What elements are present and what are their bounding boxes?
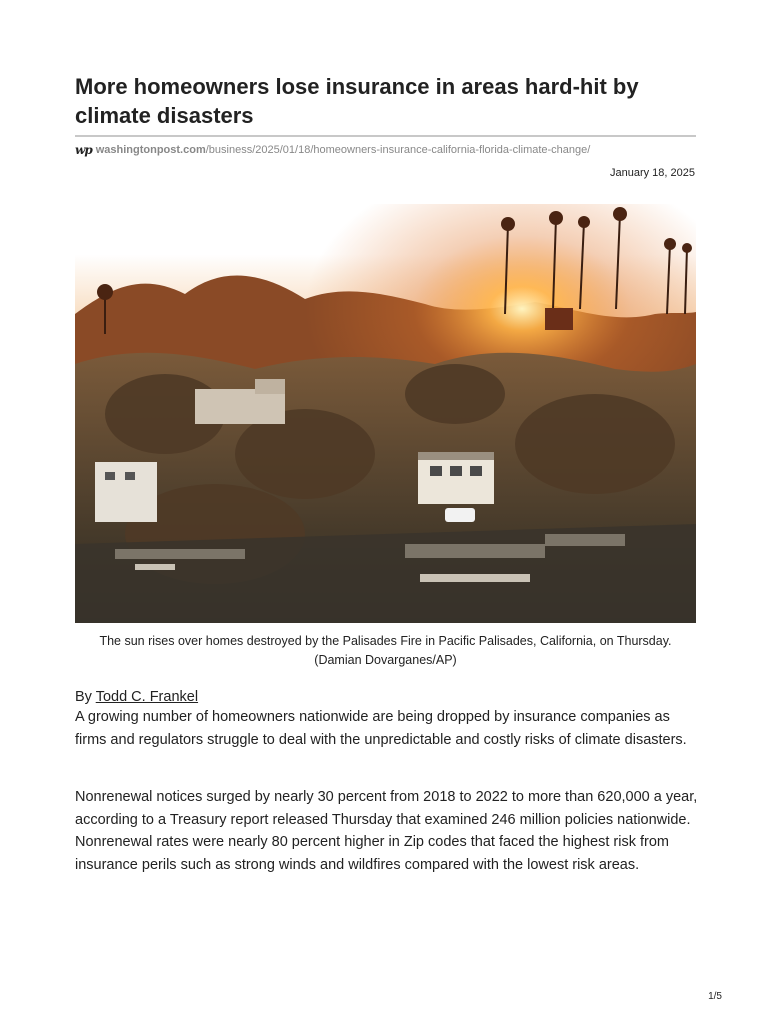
body-paragraph: Nonrenewal notices surged by nearly 30 percent from 2018 to 2022 to more than 620,000 a year, according to a Treasury report released Thursday that examined 246 million policies nationwide. Nonrenewal rates were nearly 80 percent higher in Zip codes that faced the highest risk from insurance perils such as strong winds and wildfires compared with the lowest risk areas. <box>75 789 698 873</box>
source-path[interactable]: /business/2025/01/18/homeowners-insurance-california-florida-climate-change/ <box>205 144 591 156</box>
body-paragraph: A growing number of homeowners nationwide are being dropped by insurance companies as firms and regulators struggle to deal with the unpredictable and costly risks of climate disasters. <box>75 709 687 748</box>
washington-post-logo-icon: wp <box>75 143 92 157</box>
source-domain[interactable]: washingtonpost.com <box>95 144 206 156</box>
article-title: More homeowners lose insurance in areas hard-hit by climate disasters <box>75 74 639 128</box>
author-link[interactable]: Todd C. Frankel <box>95 689 199 705</box>
caption-text: The sun rises over homes destroyed by the Palisades Fire in Pacific Palisades, California, on Thursday. <box>99 634 672 648</box>
page-number: 1/5 <box>708 991 722 1002</box>
byline-prefix: By <box>75 689 92 705</box>
photo-credit: (Damian Dovarganes/AP) <box>314 653 457 667</box>
photo-caption <box>75 632 696 670</box>
byline <box>75 687 198 707</box>
publish-date: January 18, 2025 <box>609 167 695 179</box>
source-line <box>75 142 590 158</box>
title-divider <box>75 135 696 137</box>
article-photo <box>75 204 696 623</box>
